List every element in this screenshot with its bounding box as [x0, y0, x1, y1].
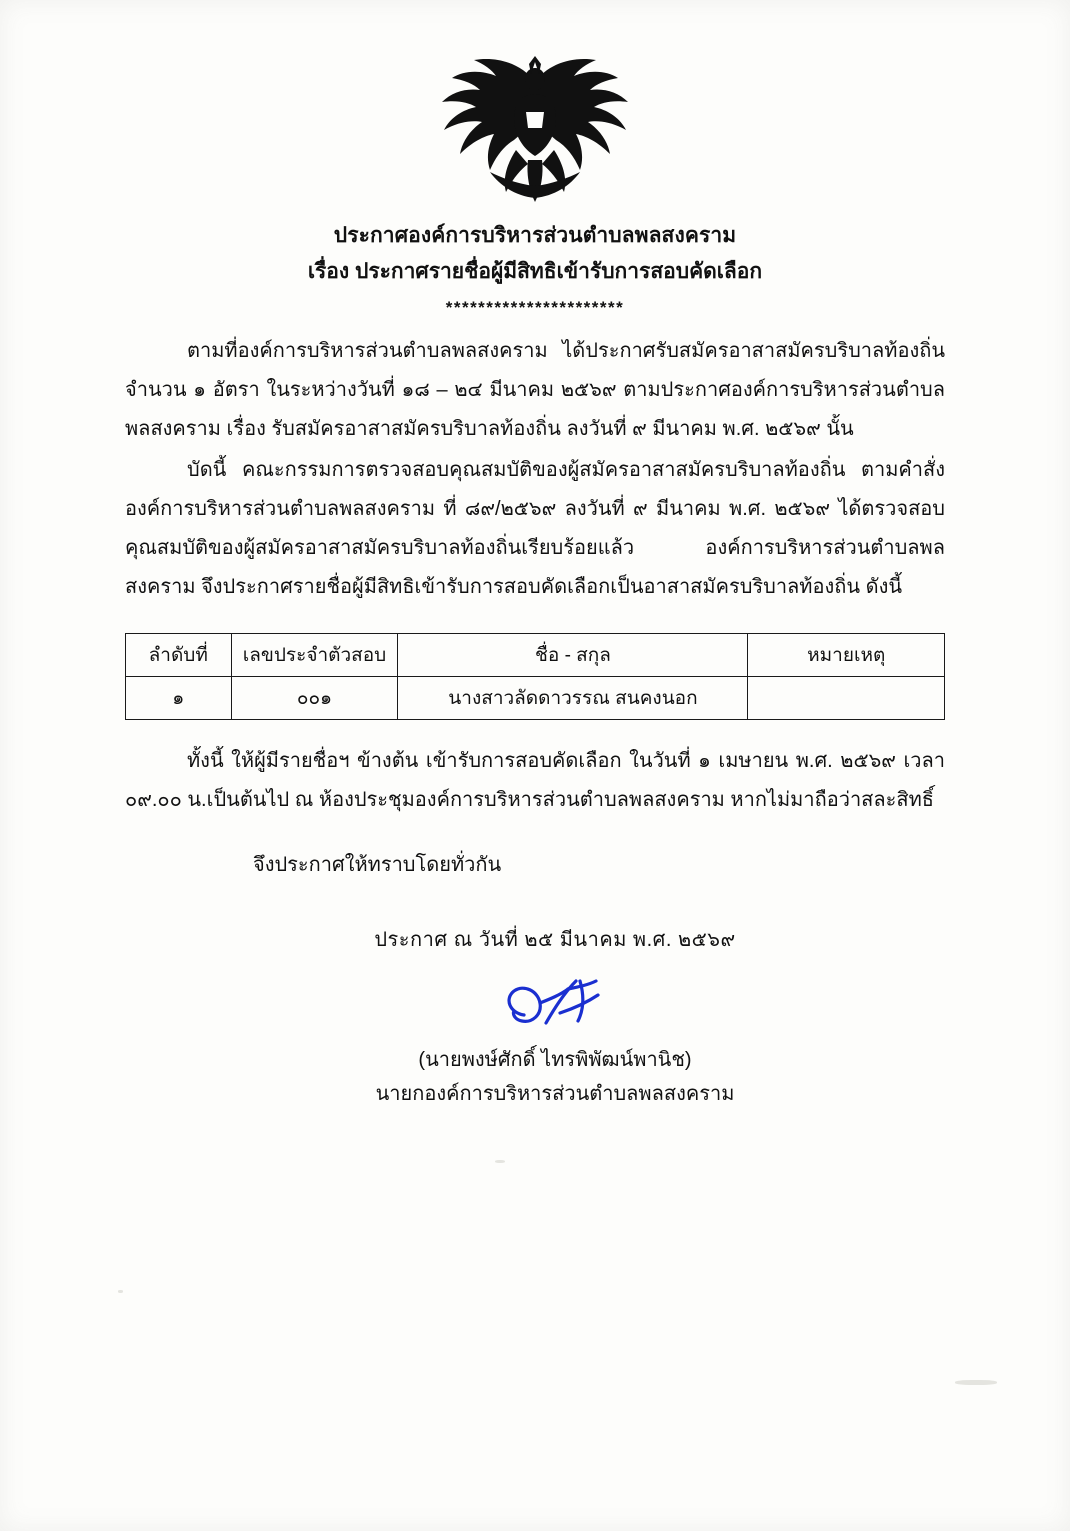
column-header-name: ชื่อ - สกุล — [398, 634, 748, 677]
document-body — [125, 332, 945, 607]
column-header-note: หมายเหตุ — [748, 634, 945, 677]
signature-block — [125, 969, 945, 1111]
paper-speck — [495, 1160, 505, 1163]
cell-no: ๑ — [126, 677, 232, 720]
signature-mark — [165, 969, 945, 1043]
notice-line: จึงประกาศให้ทราบโดยทั่วกัน — [253, 854, 502, 877]
paragraph-2: บัดนี้ คณะกรรมการตรวจสอบคุณสมบัติของผู้สมัครอาสาสมัครบริบาลท้องถิ่น ตามคำสั่งองค์การบริหารส่วนตำบลพลสงคราม ที่ ๘๙/๒๕๖๙ ลงวันที่ ๙ มีนาคม พ.ศ. ๒๕๖๙ ได้ตรวจสอบคุณสมบัติของผู้สมัครอาสาสมัครบริบาลท้องถิ่นเรียบร้อยแล้ว องค์การบริหารส่วนตำบลพลสงคราม จึงประกาศรายชื่อผู้มีสิทธิเข้ารับการสอบคัดเลือกเป็นอาสาสมัครบริบาลท้องถิ่น ดังนี้ — [125, 459, 945, 599]
garuda-emblem — [0, 52, 1070, 212]
paper-speck — [955, 1380, 997, 1385]
page-subtitle: เรื่อง ประกาศรายชื่อผู้มีสิทธิเข้ารับการสอบคัดเลือก — [307, 259, 763, 283]
signer-role: นายกองค์การบริหารส่วนตำบลพลสงคราม — [375, 1083, 735, 1106]
paragraph-1: ตามที่องค์การบริหารส่วนตำบลพลสงคราม ได้ประกาศรับสมัครอาสาสมัครบริบาลท้องถิ่น จำนวน ๑ อัตรา ในระหว่างวันที่ ๑๘ – ๒๔ มีนาคม ๒๕๖๙ ตามประกาศองค์การบริหารส่วนตำบลพลสงคราม เรื่อง รับสมัครอาสาสมัครบริบาลท้องถิ่น ลงวันที่ ๙ มีนาคม พ.ศ. ๒๕๖๙ นั้น — [125, 340, 945, 441]
cell-name: นางสาวลัดดาวรรณ สนคงนอก — [398, 677, 748, 720]
column-header-no: ลำดับที่ — [126, 634, 232, 677]
eligible-candidates-table — [125, 633, 945, 720]
cell-note — [748, 677, 945, 720]
table-row — [126, 677, 945, 720]
table-header-row — [126, 634, 945, 677]
title-separator: ********************** — [445, 298, 625, 318]
issue-date: ประกาศ ณ วันที่ ๒๕ มีนาคม พ.ศ. ๒๕๖๙ — [374, 929, 736, 952]
signer-name: (นายพงษ์ศักดิ์ ไทรพิพัฒน์พานิช) — [418, 1049, 692, 1072]
column-header-exam-id: เลขประจำตัวสอบ — [231, 634, 398, 677]
paper-speck — [118, 1290, 123, 1293]
paragraph-after-table: ทั้งนี้ ให้ผู้มีรายชื่อฯ ข้างต้น เข้ารับการสอบคัดเลือก ในวันที่ ๑ เมษายน พ.ศ. ๒๕๖๙ เวลา ๐๙.๐๐ น.เป็นต้นไป ณ ห้องประชุมองค์การบริหารส่วนตำบลพลสงคราม หากไม่มาถือว่าสละสิทธิ์ — [125, 750, 945, 812]
cell-exam-id: ๐๐๑ — [231, 677, 398, 720]
page-title: ประกาศองค์การบริหารส่วนตำบลพลสงคราม — [333, 224, 737, 247]
